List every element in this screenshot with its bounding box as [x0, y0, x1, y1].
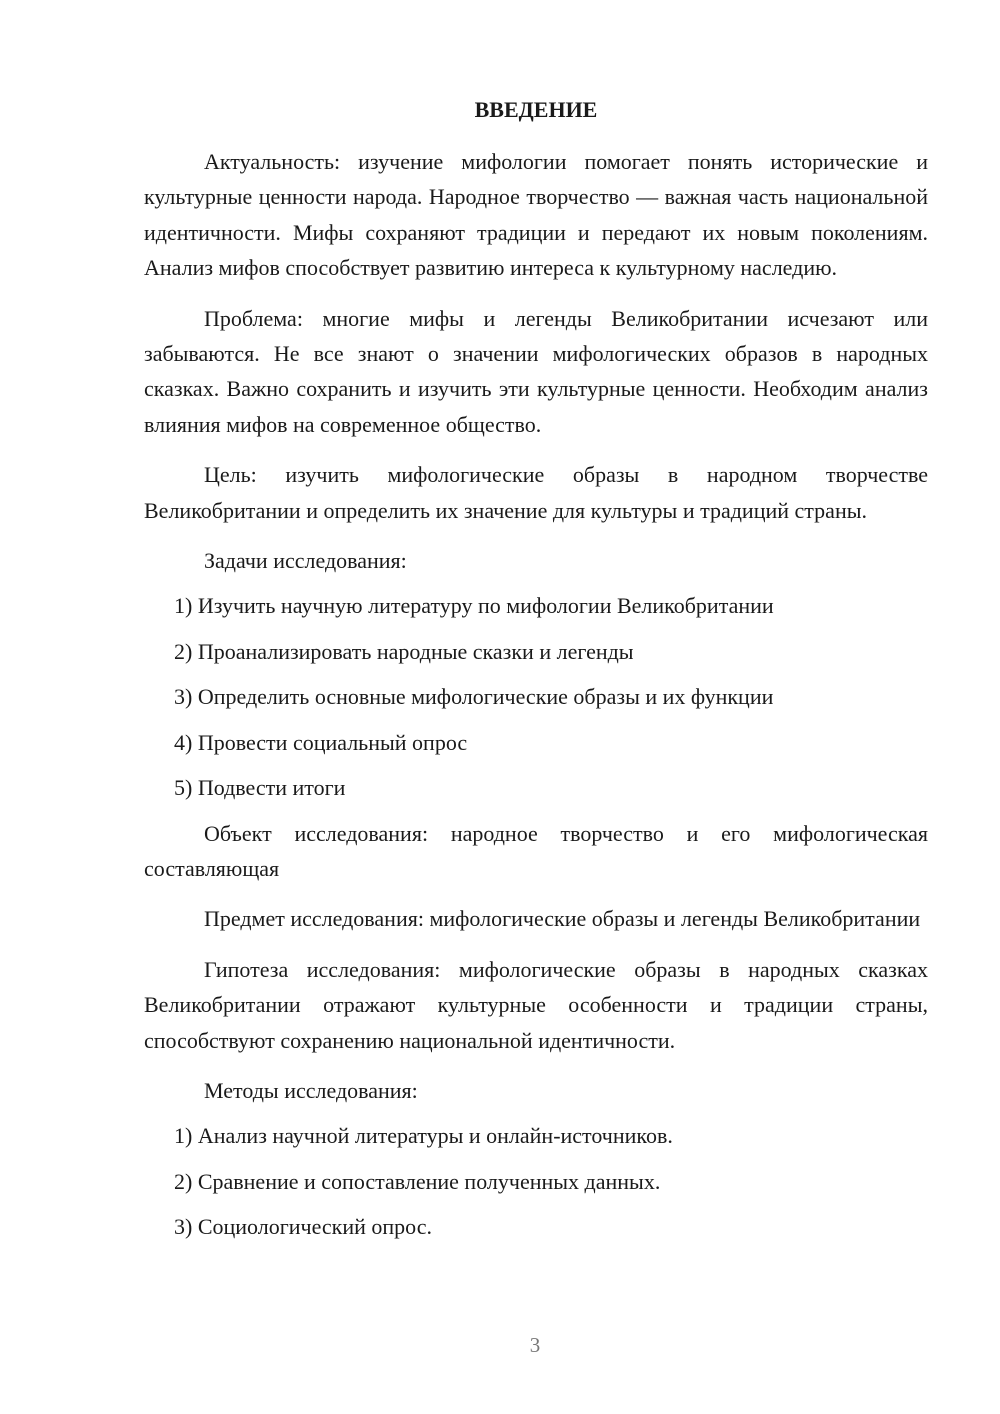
relevance-paragraph: Актуальность: изучение мифологии помогает понять исторические и культурные ценности народа. Народное творчество — важная часть национальной идентичности. Мифы сохраняют традиции и передают их новым поколениям. Анализ мифов способствует развитию интереса к культурному наследию. — [144, 149, 928, 281]
subject-paragraph: Предмет исследования: мифологические образы и легенды Великобритании — [204, 906, 921, 932]
page-title: ВВЕДЕНИЕ — [474, 97, 598, 122]
methods-heading: Методы исследования: — [204, 1077, 418, 1103]
tasks-list — [144, 588, 928, 805]
list-item: 1) Изучить научную литературу по мифологии Великобритании — [174, 593, 774, 619]
problem-paragraph: Проблема: многие мифы и легенды Великобритании исчезают или забываются. Не все знают о значении мифологических образов в народных сказках. Важно сохранить и изучить эти культурные ценности. Необходим анализ влияния мифов на современное общество. — [144, 305, 928, 437]
goal-paragraph: Цель: изучить мифологические образы в народном творчестве Великобритании и определить их значение для культуры и традиций страны. — [144, 462, 928, 523]
tasks-heading: Задачи исследования: — [204, 548, 407, 574]
list-item: 2) Сравнение и сопоставление полученных данных. — [174, 1168, 661, 1194]
list-item: 2) Проанализировать народные сказки и легенды — [174, 638, 634, 664]
object-paragraph: Объект исследования: народное творчество и его мифологическая составляющая — [144, 820, 928, 881]
hypothesis-paragraph: Гипотеза исследования: мифологические образы в народных сказках Великобритании отражают культурные особенности и традиции страны, способствуют сохранению национальной идентичности. — [144, 956, 928, 1053]
list-item: 5) Подвести итоги — [174, 775, 346, 801]
page-content — [144, 94, 928, 1245]
list-item: 4) Провести социальный опрос — [174, 729, 468, 755]
methods-list — [144, 1118, 928, 1244]
list-item: 3) Определить основные мифологические образы и их функции — [174, 684, 774, 710]
list-item: 1) Анализ научной литературы и онлайн-источников. — [174, 1123, 673, 1149]
page-number: 3 — [529, 1333, 541, 1357]
list-item: 3) Социологический опрос. — [174, 1214, 432, 1240]
